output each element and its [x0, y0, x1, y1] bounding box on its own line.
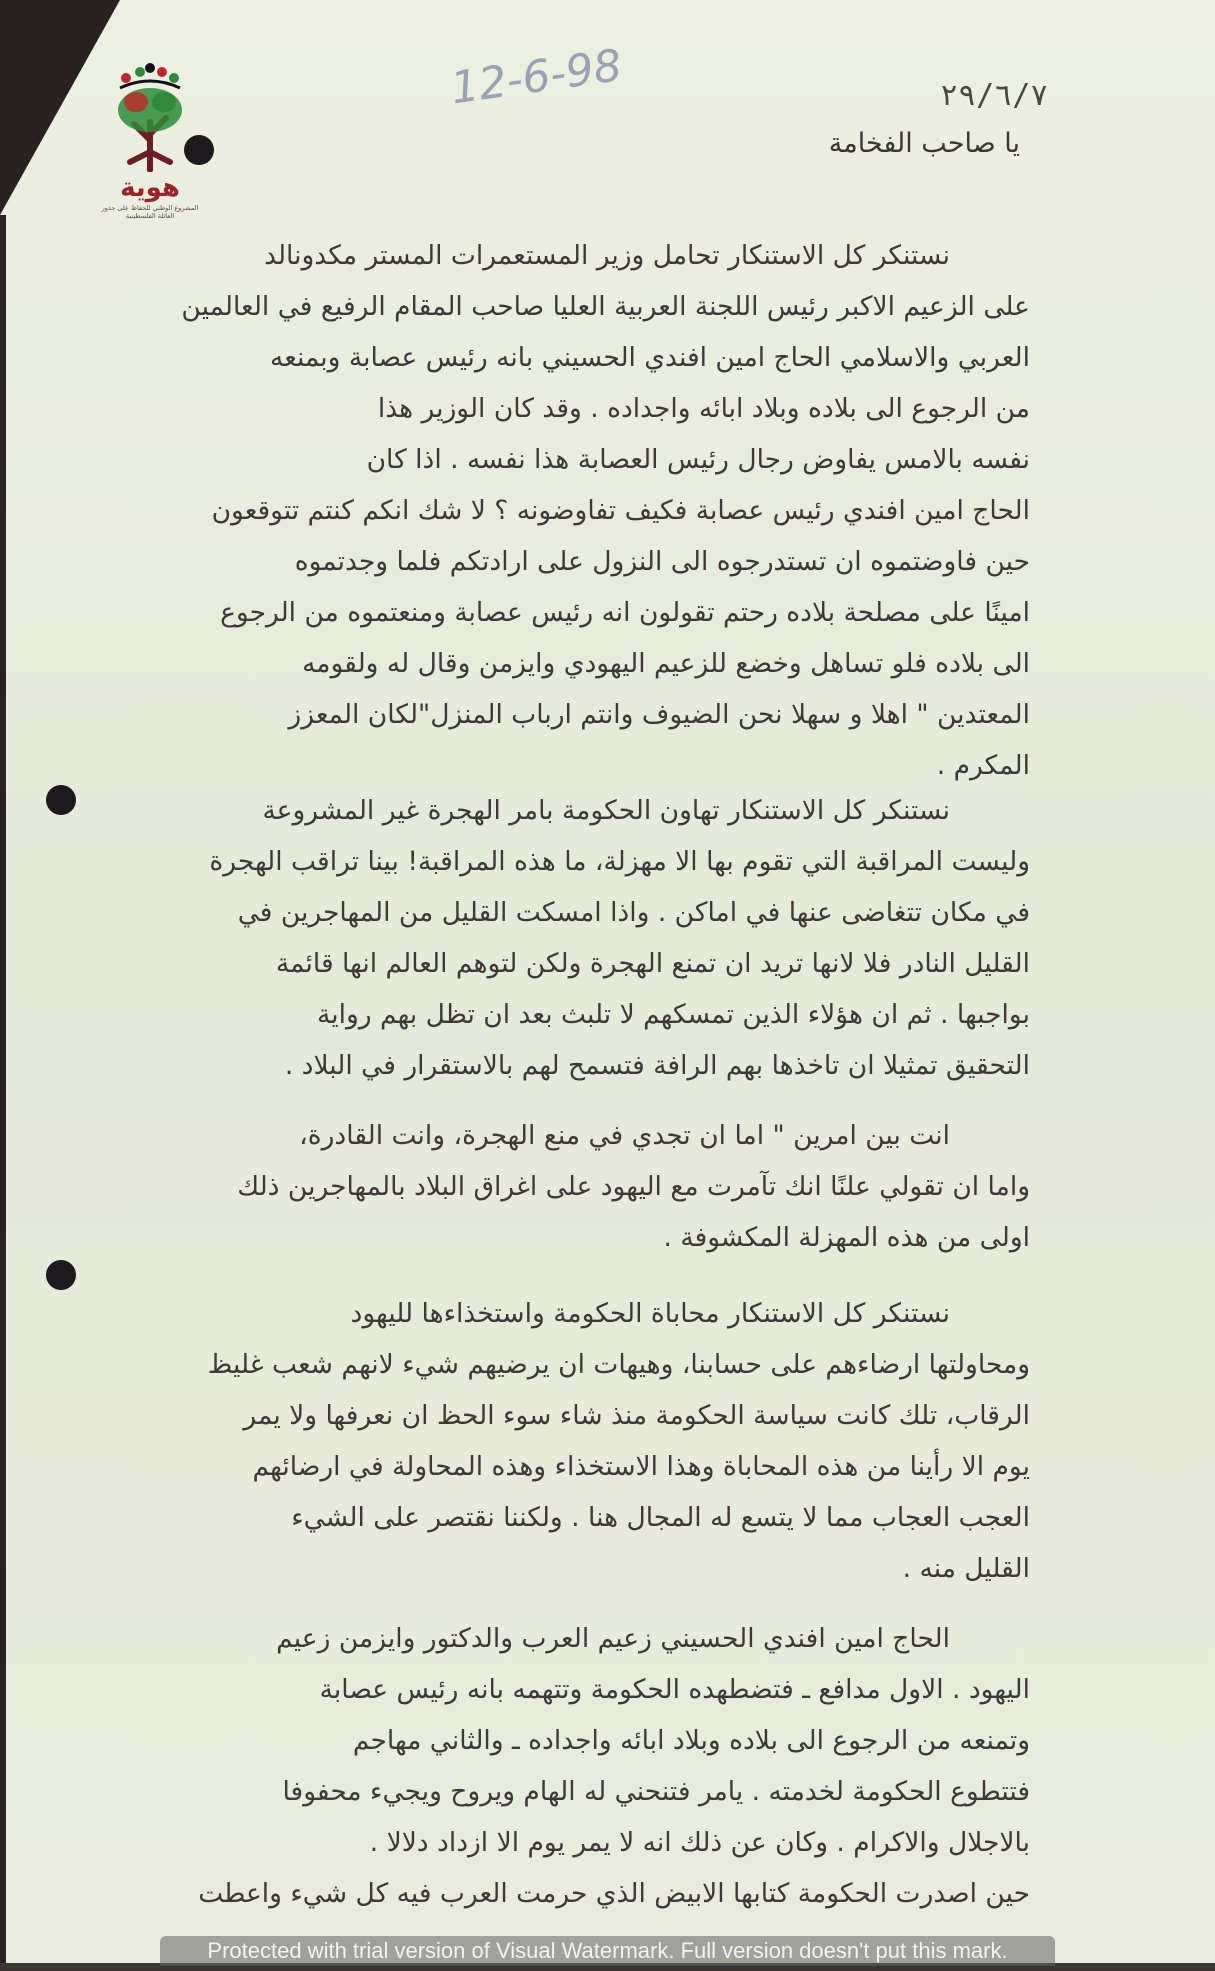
- document-date: ٢٩/٦/٧: [940, 78, 1049, 113]
- text-line: المعتدين " اهلا و سهلا نحن الضيوف وانتم ارباب المنزل"لكان المعزز: [288, 699, 1030, 730]
- text-line: العجب العجاب مما لا يتسع له المجال هنا . ولكننا نقتصر على الشيء: [291, 1502, 1030, 1533]
- text-line: فتتطوع الحكومة لخدمته . يامر فتنحني له الهام ويروح ويجيء محفوفا: [282, 1776, 1030, 1807]
- text-line: الى بلاده فلو تساهل وخضع للزعيم اليهودي وايزمن وقال له ولقومه: [302, 648, 1030, 679]
- paragraph: [60, 1613, 1030, 1919]
- punch-hole: [46, 1260, 76, 1290]
- text-line: في مكان تتغاضى عنها في اماكن . واذا امسكت القليل من المهاجرين في: [237, 897, 1030, 928]
- text-line: الحاج امين افندي رئيس عصابة فكيف تفاوضونه ؟ لا شك انكم كنتم تتوقعون: [211, 495, 1030, 526]
- paragraph: [60, 1110, 1030, 1263]
- text-line: نفسه بالامس يفاوض رجال رئيس العصابة هذا نفسه . اذا كان: [366, 444, 1030, 475]
- paragraph: [60, 1288, 1030, 1594]
- handwritten-note: 12-6-98: [447, 39, 625, 115]
- text-line: بواجبها . ثم ان هؤلاء الذين تمسكهم لا تلبث بعد ان تظل بهم رواية: [317, 999, 1030, 1030]
- logo-caption: المشروع الوطني للحفاظ على جذور العائلة الفلسطينية: [101, 204, 199, 220]
- text-line: نستنكر كل الاستنكار تهاون الحكومة بامر الهجرة غير المشروعة: [262, 795, 950, 826]
- text-line: حين اصدرت الحكومة كتابها الابيض الذي حرمت العرب فيه كل شيء واعطت: [198, 1878, 1030, 1909]
- salutation: يا صاحب الفخامة: [828, 128, 1020, 159]
- text-line: اليهود . الاول مدافع ـ فتضطهده الحكومة وتتهمه بانه رئيس عصابة: [319, 1674, 1030, 1705]
- text-line: المكرم .: [936, 750, 1030, 781]
- punch-hole: [184, 135, 214, 165]
- family-tree-logo-icon: [110, 62, 190, 172]
- paragraph: [60, 785, 1030, 1091]
- text-line: التحقيق تمثيلا ان تاخذها بهم الرافة فتسمح لهم بالاستقرار في البلاد .: [284, 1050, 1030, 1081]
- text-line: نستنكر كل الاستنكار محاباة الحكومة واستخذاءها لليهود: [350, 1298, 950, 1329]
- text-line: واما ان تقولي علنًا انك تآمرت مع اليهود على اغراق البلاد بالمهاجرين ذلك: [237, 1171, 1030, 1202]
- text-line: العربي والاسلامي الحاج امين افندي الحسيني بانه رئيس عصابة وبمنعه: [270, 342, 1030, 373]
- text-line: حين فاوضتموه ان تستدرجوه الى النزول على ارادتكم فلما وجدتموه: [294, 546, 1030, 577]
- text-line: بالاجلال والاكرام . وكان عن ذلك انه لا يمر يوم الا ازداد دلالا .: [369, 1827, 1030, 1858]
- text-line: وليست المراقبة التي تقوم بها الا مهزلة، ما هذه المراقبة! بينا تراقب الهجرة: [209, 846, 1030, 877]
- text-line: القليل النادر فلا لانها تريد ان تمنع الهجرة ولكن لتوهم العالم انها قائمة: [275, 948, 1030, 979]
- text-line: ومحاولتها ارضاءهم على حسابنا، وهيهات ان يرضيهم شيء لانهم شعب غليظ: [207, 1349, 1030, 1380]
- text-line: من الرجوع الى بلاده وبلاد ابائه واجداده . وقد كان الوزير هذا: [377, 393, 1030, 424]
- text-line: امينًا على مصلحة بلاده رحتم تقولون انه رئيس عصابة ومنعتموه من الرجوع: [220, 597, 1030, 628]
- watermark-banner: Protected with trial version of Visual Watermark. Full version doesn't put this mark.: [160, 1936, 1055, 1966]
- text-line: نستنكر كل الاستنكار تحامل وزير المستعمرات المستر مكدونالد: [264, 240, 950, 271]
- logo-wordmark: هوية: [120, 173, 180, 203]
- text-line: الحاج امين افندي الحسيني زعيم العرب والدكتور وايزمن زعيم: [276, 1623, 950, 1654]
- text-line: اولى من هذه المهزلة المكشوفة .: [663, 1222, 1030, 1253]
- text-line: انت بين امرين " اما ان تجدي في منع الهجرة، وانت القادرة،: [299, 1120, 950, 1151]
- paragraph: [60, 230, 1030, 791]
- text-line: يوم الا رأينا من هذه المحاباة وهذا الاستخذاء وهذه المحاولة في ارضائهم: [252, 1451, 1030, 1482]
- text-line: القليل منه .: [902, 1553, 1030, 1584]
- scan-left-edge: [0, 215, 6, 1971]
- text-line: على الزعيم الاكبر رئيس اللجنة العربية العليا صاحب المقام الرفيع في العالمين: [181, 291, 1030, 322]
- text-line: الرقاب، تلك كانت سياسة الحكومة منذ شاء سوء الحظ ان نعرفها ولا يمر: [243, 1400, 1030, 1431]
- text-line: وتمنعه من الرجوع الى بلاده وبلاد ابائه واجداده ـ والثاني مهاجم: [352, 1725, 1030, 1756]
